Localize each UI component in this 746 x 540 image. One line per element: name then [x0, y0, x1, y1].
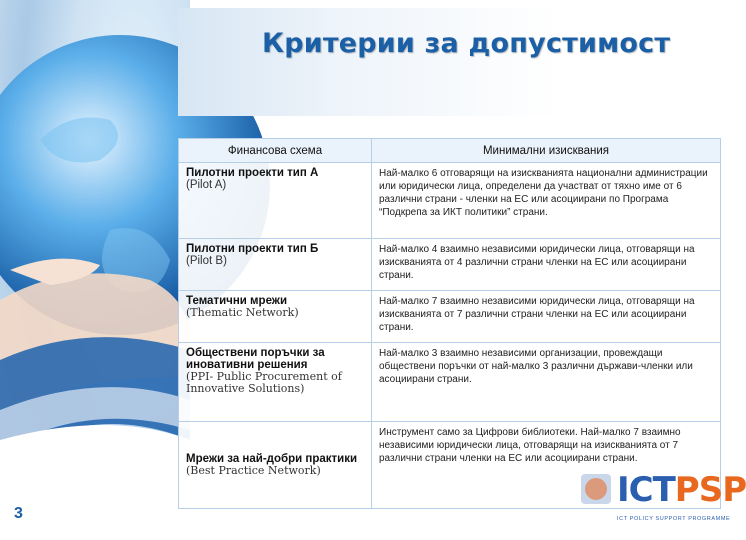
requirement-cell: Най-малко 7 взаимно независими юридически лица, отговарящи на изискванията от 7 различни страни членки на ЕС или асоциирани страни. — [372, 291, 721, 343]
scheme-name-en: (PPI- Public Procurement of Innovative Solutions) — [186, 370, 342, 395]
table-row — [179, 239, 721, 291]
globe-hand-image — [0, 0, 190, 540]
requirement-cell: Най-малко 3 взаимно независими организации, провеждащи обществени поръчки от най-малко 3 различни държави-членки или асоциирани страни. — [372, 343, 721, 422]
header-financial-scheme: Финансова схема — [179, 139, 372, 163]
scheme-name-en: (Best Practice Network) — [186, 464, 321, 477]
scheme-name-en: (Pilot A) — [186, 179, 227, 191]
logo-psp: PSP — [674, 470, 746, 510]
logo-subtitle: ICT POLICY SUPPORT PROGRAMME — [617, 516, 731, 522]
table-row — [179, 291, 721, 343]
scheme-cell — [179, 291, 372, 343]
table-row — [179, 343, 721, 422]
page-number: 3 — [14, 505, 23, 522]
requirement-cell: Най-малко 6 отговарящи на изискванията национални администрации или юридически лица, определени да участват от тяхно име от 6 различни страни - членки на ЕС или асоциирани по Програма “Подкрепа за ИКТ политики” страни. — [372, 163, 721, 239]
logo-wordmark — [617, 470, 746, 510]
table-row — [179, 163, 721, 239]
scheme-cell — [179, 239, 372, 291]
requirement-cell: Най-малко 4 взаимно независими юридически лица, отговарящи на изискванията от 4 различни страни членки на ЕС или асоциирани страни. — [372, 239, 721, 291]
logo-mark-icon — [577, 468, 617, 518]
table-header-row — [179, 139, 721, 163]
requirement-cell: Инструмент само за Цифрови библиотеки. Най-малко 7 взаимно независими юридически лица, отговарящи на изискванията от 7 различни страни членки на ЕС или асоциирани страни. — [372, 422, 721, 509]
logo-ict: ICT — [617, 470, 675, 510]
header-minimum-requirements: Минимални изисквания — [372, 139, 721, 163]
ict-psp-logo — [577, 468, 746, 534]
scheme-name-en: (Pilot B) — [186, 255, 227, 267]
scheme-cell — [179, 422, 372, 509]
slide-title: Критерии за допустимост — [262, 28, 671, 59]
criteria-table-container — [178, 138, 720, 520]
scheme-name: Пилотни проекти тип Б — [186, 243, 319, 255]
criteria-table — [178, 138, 721, 509]
scheme-name: Тематични мрежи — [186, 295, 288, 307]
title-banner — [178, 8, 720, 116]
scheme-name: Мрежи за най-добри практики — [186, 453, 358, 465]
scheme-cell — [179, 163, 372, 239]
scheme-name: Пилотни проекти тип А — [186, 167, 319, 179]
scheme-cell — [179, 343, 372, 422]
scheme-name: Обществени поръчки за иновативни решения — [186, 347, 325, 371]
scheme-name-en: (Thematic Network) — [186, 306, 299, 319]
